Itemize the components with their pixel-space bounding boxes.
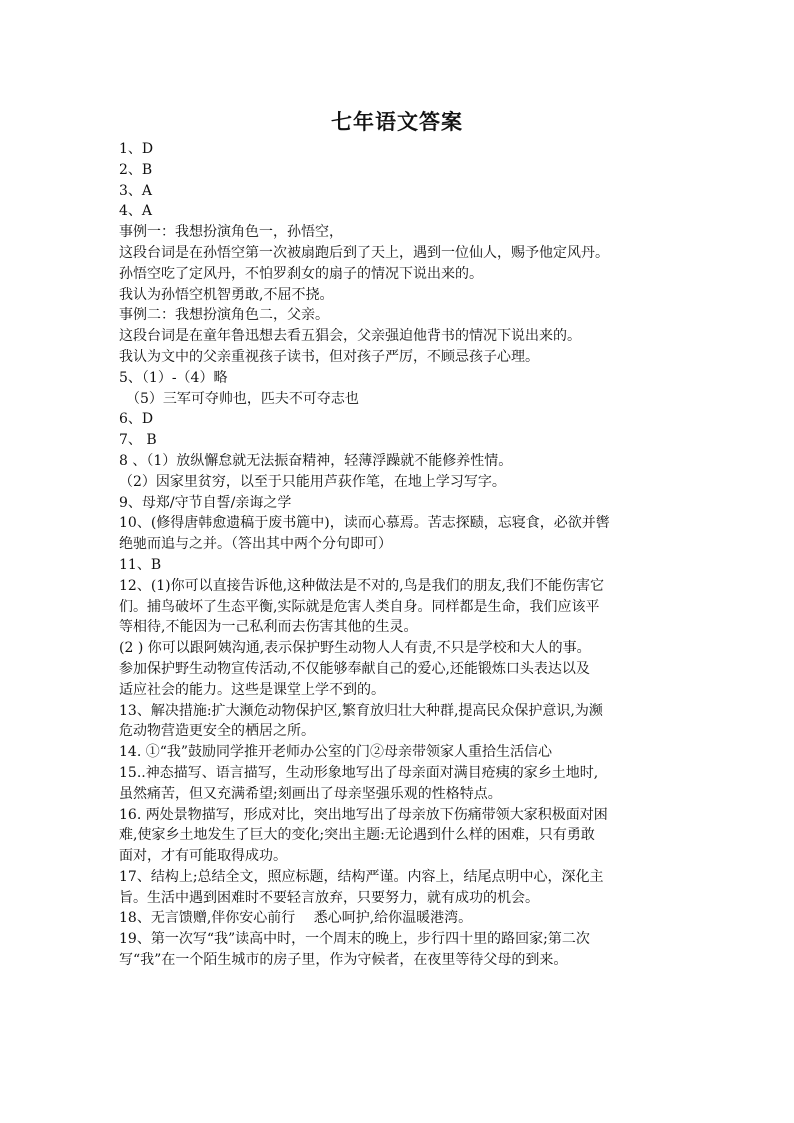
answer-line: 难,使家乡土地发生了巨大的变化;突出主题:无论遇到什么样的困难，只有勇敢 <box>119 827 595 844</box>
answer-line: 我认为文中的父亲重视孩子读书，但对孩子严厉，不顾忌孩子心理。 <box>119 348 539 365</box>
answer-line: 13、解决措施:扩大濒危动物保护区,繁育放归壮大种群,提高民众保护意识,为濒 <box>119 702 603 719</box>
answer-line: 写“我”在一个陌生城市的房子里，作为守候者，在夜里等待父母的到来。 <box>119 952 568 969</box>
answer-line: 我认为孙悟空机智勇敢,不屈不挠。 <box>119 286 334 303</box>
answer-line: 这段台词是在童年鲁迅想去看五猖会，父亲强迫他背书的情况下说出来的。 <box>119 328 581 345</box>
answer-line: 虽然痛苦，但又充满希望;刻画出了母亲坚强乐观的性格特点。 <box>119 785 502 802</box>
answer-line: 1、D <box>119 141 154 157</box>
answer-line: 们。捕鸟破坏了生态平衡,实际就是危害人类自身。同样都是生命，我们应该平 <box>119 598 600 615</box>
answer-line: 适应社会的能力。这些是课堂上学不到的。 <box>119 681 385 698</box>
answer-line: 孙悟空吃了定风丹，不怕罗刹女的扇子的情况下说出来的。 <box>119 265 483 282</box>
answer-line: 16. 两处景物描写，形成对比，突出地写出了母亲放下伤痛带领大家积极面对困 <box>119 806 608 823</box>
answer-line: 10、(修得唐韩愈遗稿于废书簏中)，读而心慕焉。苦志探赜，忘寝食，必欲并辔 <box>119 515 610 532</box>
answer-line: 旨。生活中遇到困难时不要轻言放弃，只要努力，就有成功的机会。 <box>119 889 539 906</box>
answer-line: 事例二：我想扮演角色二，父亲。 <box>119 307 329 324</box>
page-title: 七年语文答案 <box>331 109 463 134</box>
answer-line: 15..神态描写、语言描写，生动形象地写出了母亲面对满目疮痍的家乡土地时, <box>119 764 599 781</box>
answer-line: 17、结构上;总结全文，照应标题，结构严谨。内容上，结尾点明中心，深化主 <box>119 868 604 885</box>
answer-line: 2、B <box>119 161 153 178</box>
answer-line: （2）因家里贫穷，以至于只能用芦荻作笔，在地上学习写字。 <box>119 473 506 490</box>
answer-line: 等相待,不能因为一己私利而去伤害其他的生灵。 <box>119 619 418 636</box>
answer-line: 11、B <box>119 556 162 573</box>
answer-line: 6、D <box>119 411 154 428</box>
answer-line: 5、（1）-（4）略 <box>119 369 228 386</box>
answer-line: 危动物营造更安全的栖居之所。 <box>119 723 315 740</box>
answer-line: 7、 B <box>119 432 157 449</box>
answer-line: 3、A <box>119 182 153 199</box>
answer-line: 绝驰而追与之并。（答出其中两个分句即可） <box>119 536 392 553</box>
answer-content <box>119 139 684 971</box>
answer-line: 9、母郑/守节自誓/亲诲之学 <box>119 494 292 511</box>
answer-line: 14. ①“我”鼓励同学推开老师办公室的门②母亲带领家人重拾生活信心 <box>119 744 553 761</box>
answer-line: 19、第一次写“我”读高中时，一个周末的晚上，步行四十里的路回家;第二次 <box>119 931 590 948</box>
answer-line: （5）三军可夺帅也，匹夫不可夺志也 <box>119 390 359 407</box>
answer-line: 这段台词是在孙悟空第一次被扇跑后到了天上，遇到一位仙人，赐予他定风丹。 <box>119 244 609 261</box>
answer-line: 18、无言馈赠,伴你安心前行 悉心呵护,给你温暖港湾。 <box>119 910 473 927</box>
answer-line: 12、(1)你可以直接告诉他,这种做法是不对的,鸟是我们的朋友,我们不能伤害它 <box>119 577 604 594</box>
answer-line: 事例一：我想扮演角色一，孙悟空， <box>119 224 343 241</box>
answer-line: (2 ) 你可以跟阿姨沟通,表示保护野生动物人人有责,不只是学校和大人的事。 <box>119 640 591 657</box>
answer-line: 面对，才有可能取得成功。 <box>119 848 287 865</box>
answer-line: 4、A <box>119 203 153 220</box>
answer-line: 8 、（1）放纵懈怠就无法振奋精神，轻薄浮躁就不能修养性情。 <box>119 452 513 469</box>
answer-line: 参加保护野生动物宣传活动,不仅能够奉献自己的爱心,还能锻炼口头表达以及 <box>119 660 590 677</box>
